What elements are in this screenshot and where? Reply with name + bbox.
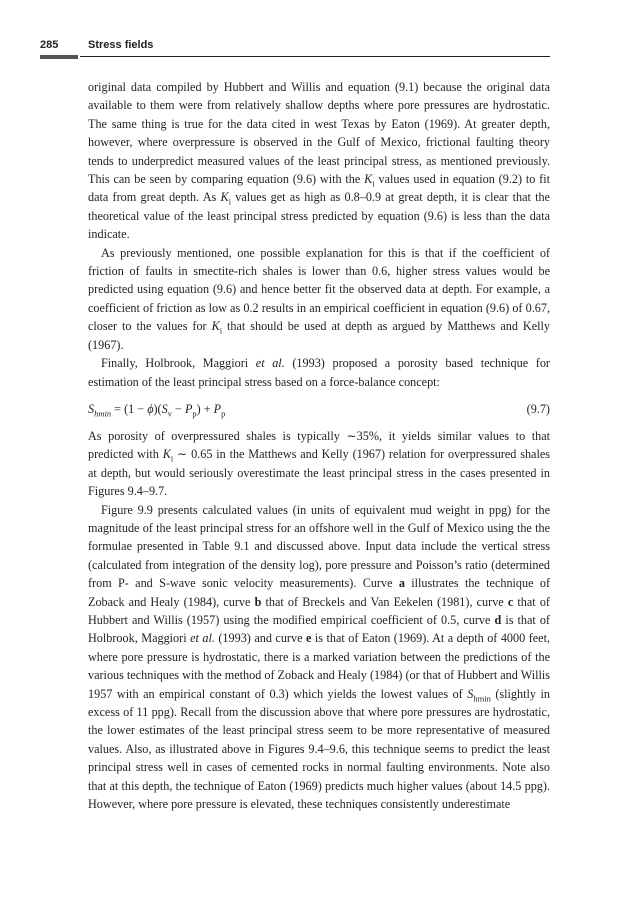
paragraph-2: As previously mentioned, one possible explanation for this is that if the coefficient of friction of faults in smectite-rich shales is lower than 0.6, higher stress values would be predicted using equation (9.6) and hence better fit the observed data at depth. For example, a coefficient of friction as low as 0.2 results in an empirical coefficient in equation (9.6) of 0.67, closer to the values for $K_i$ that should be used at depth as argued by Matthews and Kelly (1967). [88, 245, 550, 352]
running-header [40, 39, 550, 67]
paragraph-3: Finally, Holbrook, Maggiori et al. (1993) proposed a porosity based technique for estimation of the least principal stress based on a force-balance concept: [88, 356, 550, 389]
running-title: Stress fields [88, 39, 154, 51]
body-text [88, 78, 550, 813]
paragraph-1: original data compiled by Hubbert and Willis and equation (9.1) because the original data available to them were from relatively shallow depths where pore pressures are hydrostatic. The same thing is true for the data cited in west Texas by Eaton (1969). At greater depth, however, where overpressure is observed in the Gulf of Mexico, frictional faulting theory tends to underpredict measured values of the least principal stress, as mentioned previously. This can be seen by comparing equation (9.6) with the $K_i$ values used in equation (9.2) to fit data from great depth. As $K_i$ values get as high as 0.8–0.9 at great depth, it is clear that the theoretical value of the least principal stress predicted by equation (9.6) is less than the data indicate. [88, 80, 550, 242]
paragraph-5: Figure 9.9 presents calculated values (in units of equivalent mud weight in ppg) for the magnitude of the least principal stress for an offshore well in the Gulf of Mexico using the the formulae presented in Table 9.1 and discussed above. Input data include the vertical stress (calculated from integration of the density log), pore pressure and Poisson’s ratio (determined from P- and S-wave sonic velocity measurements). Curve a illustrates the technique of Zoback and Healy (1984), curve b that of Breckels and Van Eekelen (1981), curve c that of Hubbert and Willis (1957) using the modified empirical coefficient of 0.5, curve d is that of Holbrook, Maggiori et al. (1993) and curve e is that of Eaton (1969). At a depth of 4000 feet, where pore pressure is hydrostatic, there is a marked variation between the predictions of the various techniques with the method of Zoback and Healy (1984) (or that of Hubbert and Willis 1957 with an empirical constant of 0.3) which yields the lowest values of $S_{hmin}$ (slightly in excess of 11 ppg). Recall from the discussion above that where pore pressures are hydrostatic, the lower estimates of the least principal stress seem to be more representative of measured values. Also, as illustrated above in Figures 9.4–9.6, this technique seems to predict the least principal stress well in cases of cemented rocks in normal faulting environments. Note also that at this depth, the technique of Eaton (1969) predicts much higher values (about 14.5 ppg). However, where pore pressure is elevated, these techniques consistently underestimate [88, 502, 551, 812]
paragraph-4: As porosity of overpressured shales is typically ∼35%, it yields similar values to that predicted with $K_i$ ∼ 0.65 in the Matthews and Kelly (1967) relation for overpressured shales at depth, but would seriously overestimate the least principal stress in the cases presented in Figures 9.4–9.7. [88, 428, 550, 499]
page-number-bar [40, 55, 78, 59]
equation-number: (9.7) [526, 401, 550, 416]
equation-expression: $S_{hmin} = (1 - \phi)(S_v - P_p) + P_p$ [88, 401, 226, 419]
header-rule [80, 56, 550, 57]
page-number: 285 [40, 39, 59, 51]
equation-9-7 [88, 400, 550, 418]
